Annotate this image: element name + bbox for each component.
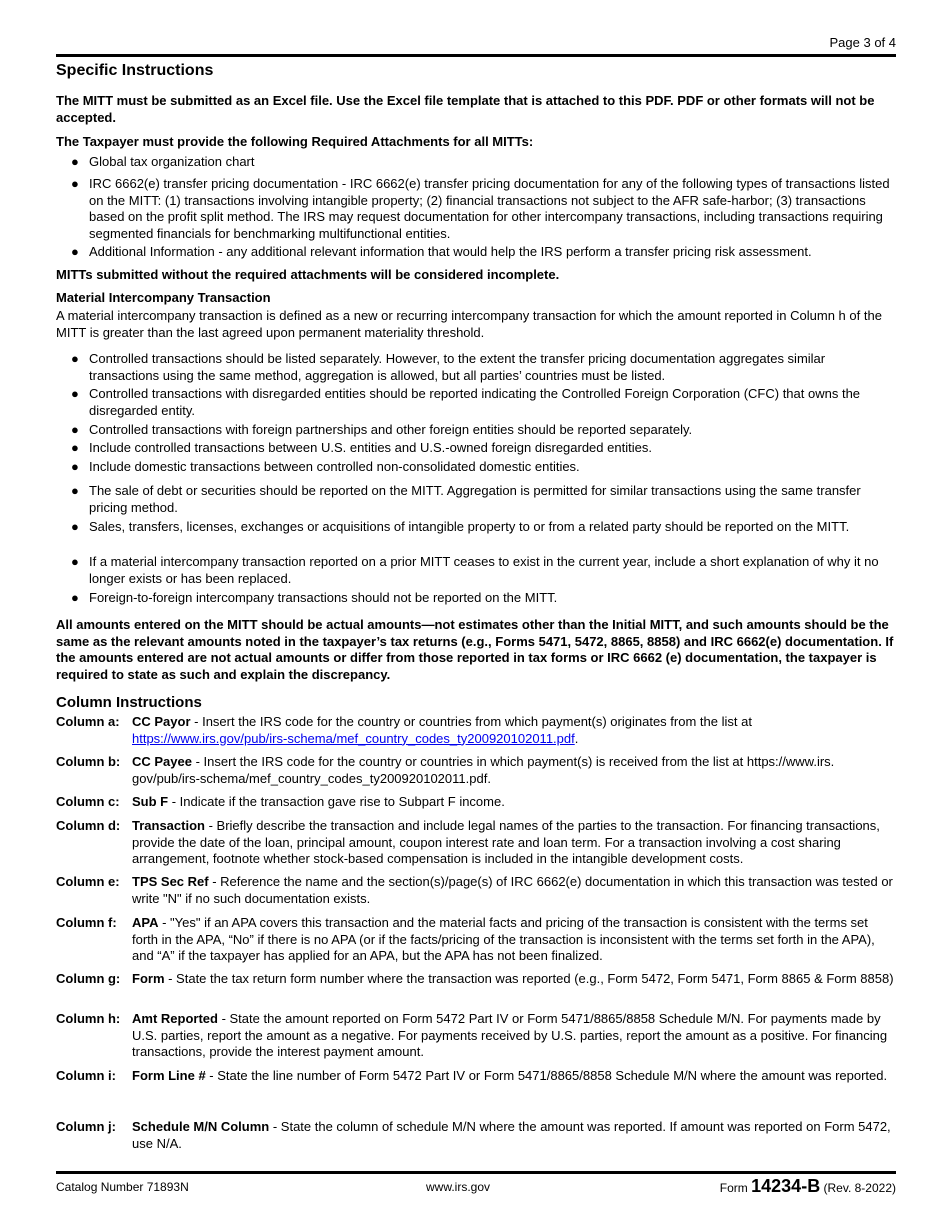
form-id: Form 14234-B (Rev. 8-2022) — [719, 1176, 896, 1196]
website: www.irs.gov — [426, 1180, 491, 1194]
column-instruction: Column f: APA - "Yes" if an APA covers this transaction and the material facts and pricing of the transaction is consistent with the terms set forth in the APA, “No” if there is no APA (or if the facts/pricing of the transaction is inconsistent with the terms set forth in the APA), and “A” if the taxpayer has applied for an APA, but the APA has not been finalized. — [56, 915, 875, 963]
material-heading: Material Intercompany Transaction — [56, 290, 271, 305]
column-instruction: Column c: Sub F - Indicate if the transaction gave rise to Subpart F income. — [56, 794, 505, 809]
list-item: ● Sales, transfers, licenses, exchanges or acquisitions of intangible property to or from a related party should be reported on the MITT. — [71, 519, 850, 534]
list-item: ● Controlled transactions with disregarded entities should be reported indicating the Controlled Foreign Corporation (CFC) that owns the disregarded entity. — [71, 386, 861, 418]
top-rule — [56, 54, 896, 57]
list-item: ● Include domestic transactions between controlled non-consolidated domestic entities. — [71, 459, 580, 474]
list-item: ● Controlled transactions with foreign partnerships and other foreign entities should be reported separately. — [71, 422, 693, 437]
list-item: ● Controlled transactions should be listed separately. However, to the extent the transfer pricing documentation aggregates similar transactions using the same method, aggregation is allowed, but all parties’ countries must be listed. — [71, 351, 826, 383]
amounts-notice: All amounts entered on the MITT should be actual amounts—not estimates other than the Initial MITT, and such amounts should be the same as the relevant amounts noted in the taxpayer’s tax returns (e.g., Forms 5471, 5472, 8865, 8858) and IRC 6662(e) documentation. If the amounts entered are not actual amounts or differ from those reported in tax forms or IRC 6662 (e) documentation, the taxpayer is required to state as such and explain the discrepancy. — [56, 617, 894, 682]
form-number: 14234-B — [751, 1176, 821, 1196]
list-item: ● Additional Information - any additional relevant information that would help the IRS perform a transfer pricing risk assessment. — [71, 244, 812, 259]
incomplete-note: MITTs submitted without the required attachments will be considered incomplete. — [56, 267, 560, 282]
country-codes-link[interactable]: https://www.irs.gov/pub/irs-schema/mef_country_codes_ty200920102011.pdf — [132, 730, 575, 746]
column-instruction: Column e: TPS Sec Ref - Reference the name and the section(s)/page(s) of IRC 6662(e) documentation in which this transaction was tested or write "N" if no such documentation exists. — [56, 874, 893, 906]
list-item: ● Global tax organization chart — [71, 154, 255, 169]
list-item: ● Include controlled transactions between U.S. entities and U.S.-owned foreign disregarded entities. — [71, 440, 652, 455]
column-instruction: Column j: Schedule M/N Column - State the column of schedule M/N where the amount was reported. If amount was reported on Form 5472, use N/A. — [56, 1119, 891, 1151]
attachments-heading: The Taxpayer must provide the following Required Attachments for all MITTs: — [56, 134, 534, 149]
section-title: Specific Instructions — [56, 62, 214, 79]
column-instruction: Column a: CC Payor - Insert the IRS code for the country or countries from which payment(s) originates from the list at https://www.irs.gov/pub/irs-schema/mef_country_codes_ty200920102011.pdf. — [56, 714, 752, 746]
list-item: ● IRC 6662(e) transfer pricing documentation - IRC 6662(e) transfer pricing documentation for any of the following types of transactions listed on the MITT: (1) transactions involving intangible property; (2) financial transactions not subject to the AFR safe-harbor; (3) transactions based on the profit split method. The IRS may request documentation for other intercompany transactions, including transactions requiring segmented financials for benchmarking multifunctional entities. — [71, 176, 890, 241]
intro-notice: The MITT must be submitted as an Excel file. Use the Excel file template that is attached to this PDF. PDF or other formats will not be accepted. — [56, 93, 875, 125]
page-number: Page 3 of 4 — [829, 35, 896, 50]
catalog-number: Catalog Number 71893N — [56, 1180, 189, 1194]
bottom-rule — [56, 1171, 896, 1174]
list-item: ● The sale of debt or securities should be reported on the MITT. Aggregation is permitted for similar transactions using the same transfer pricing method. — [71, 483, 861, 515]
column-instruction: Column d: Transaction - Briefly describe the transaction and include legal names of the parties to the transaction. For financing transactions, provide the date of the loan, principal amount, coupon interest rate and loan term. For a transaction involving a cost sharing arrangement, footnote whether stock-based compensation is included in the intangible development costs. — [56, 818, 880, 866]
column-instruction: Column i: Form Line # - State the line number of Form 5472 Part IV or Form 5471/8865/8858 Schedule M/N where the amount was reported. — [56, 1068, 888, 1083]
column-instructions-heading: Column Instructions — [56, 694, 202, 711]
column-instruction: Column b: CC Payee - Insert the IRS code for the country or countries in which payment(s) is received from the list at https://www.irs. gov/pub/irs-schema/mef_country_codes_ty200920102011.pdf. — [56, 754, 835, 786]
column-instruction: Column g: Form - State the tax return form number where the transaction was reported (e.g., Form 5472, Form 5471, Form 8865 & Form 8858) — [56, 971, 894, 986]
list-item: ● Foreign-to-foreign intercompany transactions should not be reported on the MITT. — [71, 590, 558, 605]
column-instruction: Column h: Amt Reported - State the amount reported on Form 5472 Part IV or Form 5471/8865/8858 Schedule M/N. For payments made by U.S. parties, report the amount as a negative. For payments received by U.S. parties, report the amount as a positive. For financing transactions, provide the interest payment amount. — [56, 1011, 888, 1059]
list-item: ● If a material intercompany transaction reported on a prior MITT ceases to exist in the current year, include a short explanation of why it no longer exists or has been replaced. — [71, 554, 879, 586]
material-definition: A material intercompany transaction is defined as a new or recurring intercompany transaction for which the amount reported in Column h of the MITT is greater than the last agreed upon permanent materiality threshold. — [56, 308, 882, 340]
